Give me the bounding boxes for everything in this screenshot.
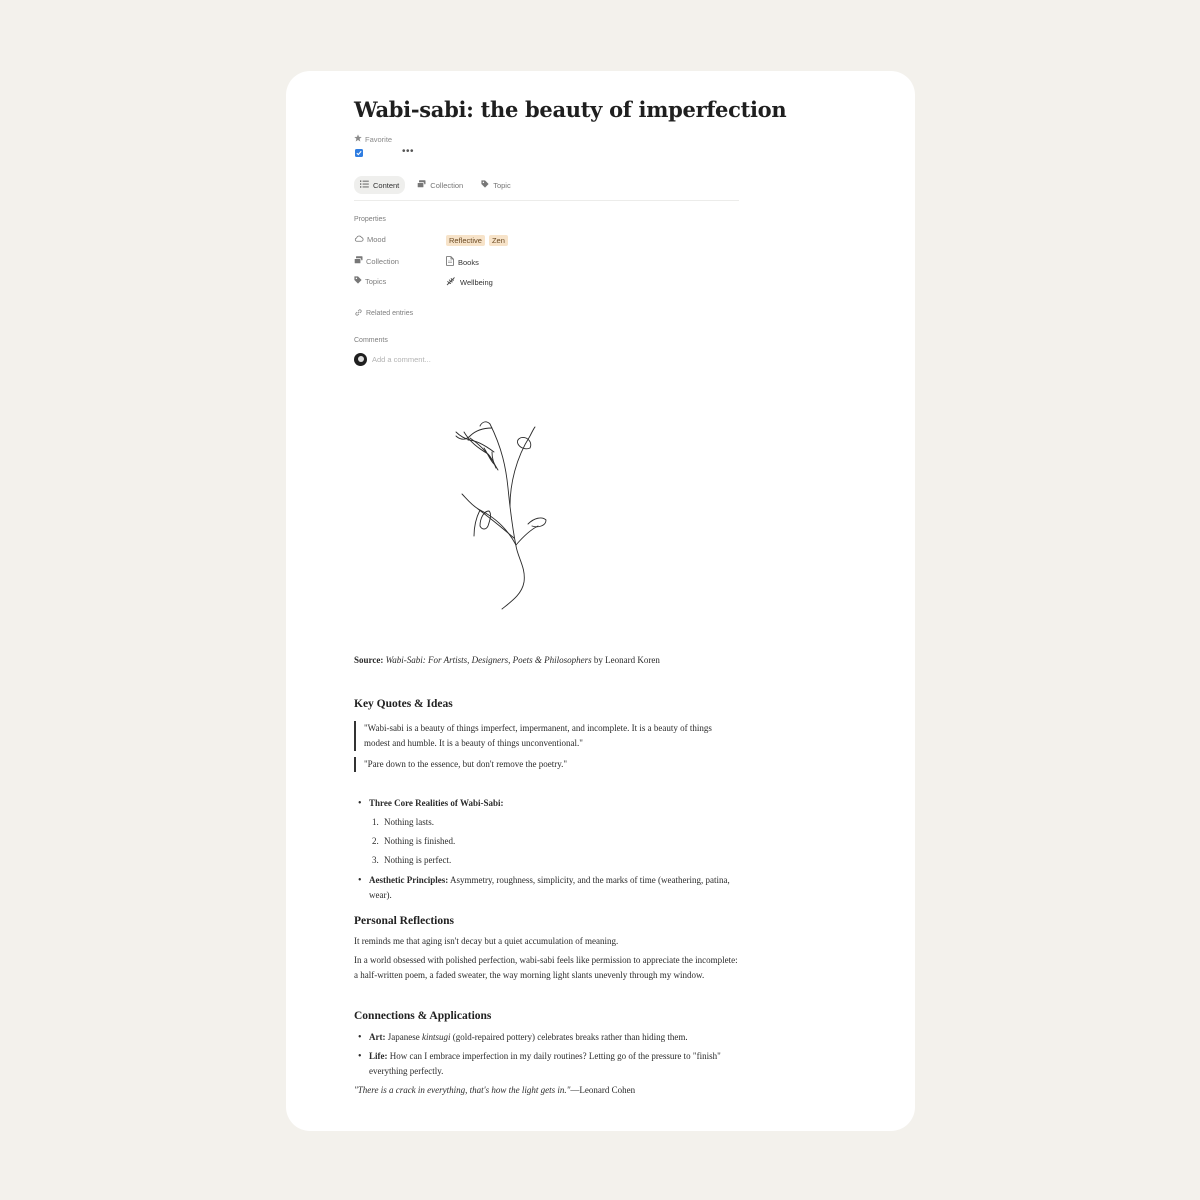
aesthetic-text: Asymmetry, roughness, simplicity, and the marks of time (weathering, patina, wear). [369,875,730,900]
paragraph: In a world obsessed with polished perfection, wabi-sabi feels like permission to appreciate the incomplete: a half-written poem, a faded sweater, the way morning light slants unevenly through my window. [354,955,738,980]
source-label: Source: [354,655,384,665]
comment-input[interactable]: Add a comment... [372,355,431,364]
collection-icon [417,180,426,190]
collection-icon [354,256,363,266]
tag-icon [481,180,489,190]
closing-quote [354,1083,740,1098]
tab-topic[interactable] [475,176,517,194]
topic-value: Wellbeing [460,277,493,287]
connections-heading: Connections & Applications [354,1010,492,1022]
page-title[interactable]: Wabi-sabi: the beauty of imperfection [354,97,787,122]
tag-icon [354,276,362,286]
tabs-divider [354,200,739,201]
property-key [354,235,386,244]
avatar [354,353,367,366]
item-text: Nothing is perfect. [384,855,452,865]
comments-heading: Comments [354,337,388,344]
related-entries[interactable] [354,308,413,319]
page-card [286,71,915,1131]
list-item [372,853,452,868]
item-number: 1. [372,817,379,827]
property-collection[interactable] [354,256,740,270]
link-icon [354,308,363,319]
cohen-attribution: —Leonard Cohen [570,1085,636,1095]
property-mood[interactable] [354,235,740,249]
favorite-checkbox[interactable] [355,149,363,157]
more-options-icon[interactable]: ••• [402,146,415,157]
tab-label: Collection [430,180,464,190]
list-item [372,815,435,830]
comment-composer[interactable] [354,353,431,366]
paragraph: It reminds me that aging isn't decay but a quiet accumulation of meaning. [354,936,619,946]
kintsugi-term: kintsugi [421,1032,451,1042]
list-item [372,834,456,849]
property-label: Topics [365,276,387,286]
mood-tag[interactable]: Zen [489,235,508,246]
star-icon [354,134,362,144]
reflections-heading: Personal Reflections [354,915,454,927]
property-label: Collection [366,256,399,266]
collection-value: Books [458,257,479,267]
art-pre: Japanese [387,1032,420,1042]
leaf-icon [446,276,456,288]
art-post: (gold-repaired pottery) celebrates breaks rather than hiding them. [452,1032,688,1042]
list-item [369,796,739,811]
favorite-property [354,134,392,144]
list-item [369,1030,739,1045]
property-value [446,235,508,246]
key-quotes-heading: Key Quotes & Ideas [354,698,453,710]
mood-tag[interactable]: Reflective [446,235,485,246]
property-label: Mood [367,235,386,244]
item-text: Nothing lasts. [384,817,435,827]
aesthetic-label: Aesthetic Principles: [369,875,449,885]
favorite-label: Favorite [365,134,393,144]
page-icon [446,256,454,268]
list-item [369,1049,739,1079]
property-value[interactable] [446,256,479,268]
art-label: Art: [369,1032,386,1042]
core-realities-label: Three Core Realities of Wabi-Sabi: [369,798,504,808]
cohen-quote: "There is a crack in everything, that's how the light gets in." [354,1085,571,1095]
tab-content[interactable] [354,176,405,194]
property-key [354,276,386,286]
life-text: How can I embrace imperfection in my daily routines? Letting go of the pressure to "finish" everything perfectly. [369,1051,721,1076]
tab-label: Topic [493,180,511,190]
source-author: by Leonard Koren [593,655,660,665]
cloud-icon [354,235,364,244]
properties-heading: Properties [354,216,386,223]
property-key [354,256,399,266]
item-number: 2. [372,836,379,846]
tab-label: Content [373,180,400,190]
life-label: Life: [369,1051,388,1061]
tab-collection[interactable] [411,176,469,194]
blockquote: "Wabi-sabi is a beauty of things imperfect, impermanent, and incomplete. It is a beauty of things modest and humble. It is a beauty of things unconventional." [354,721,724,751]
source-line [354,653,660,668]
source-title: Wabi-Sabi: For Artists, Designers, Poets & Philosophers [385,655,592,665]
list-item [369,873,739,903]
item-text: Nothing is finished. [384,836,456,846]
list-icon [360,180,369,190]
property-value[interactable] [446,276,493,288]
related-entries-label: Related entries [366,310,414,317]
property-topics[interactable] [354,276,740,290]
view-tabs [354,176,517,194]
item-number: 3. [372,855,379,865]
plant-sketch-image [450,418,575,618]
blockquote: "Pare down to the essence, but don't remove the poetry." [354,757,724,772]
